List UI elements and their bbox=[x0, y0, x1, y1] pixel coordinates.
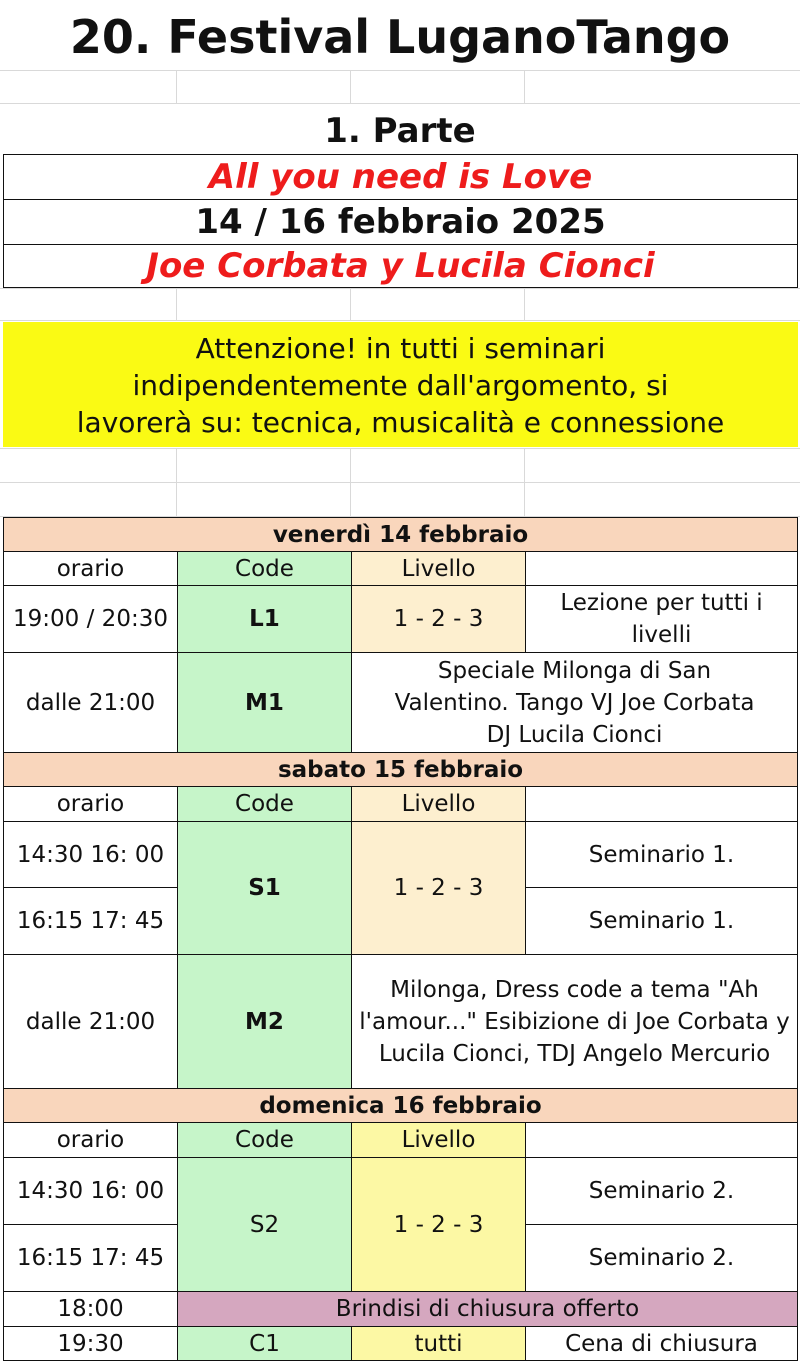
notice-box bbox=[3, 322, 798, 447]
header-code: Code bbox=[177, 786, 352, 822]
day-heading-friday: venerdì 14 febbraio bbox=[3, 517, 798, 552]
saturday-time-2: 16:15 17: 45 bbox=[3, 887, 178, 955]
saturday-level: 1 - 2 - 3 bbox=[351, 821, 526, 955]
sunday-desc-1: Seminario 2. bbox=[525, 1157, 798, 1225]
festival-motto: All you need is Love bbox=[3, 154, 798, 200]
notice-line-2: indipendentemente dall'argomento, si bbox=[132, 369, 669, 402]
sunday-desc-3: Brindisi di chiusura offerto bbox=[177, 1291, 798, 1327]
friday-time-1: 19:00 / 20:30 bbox=[3, 585, 178, 653]
header-code: Code bbox=[177, 1122, 352, 1158]
header-desc bbox=[525, 786, 798, 822]
sunday-time-3: 18:00 bbox=[3, 1291, 178, 1327]
friday-code-1: L1 bbox=[177, 585, 352, 653]
friday-time-2: dalle 21:00 bbox=[3, 652, 178, 753]
header-code: Code bbox=[177, 551, 352, 586]
notice-line-3: lavorerà su: tecnica, musicalità e connessione bbox=[76, 406, 725, 439]
saturday-desc-1: Seminario 1. bbox=[525, 821, 798, 888]
saturday-desc-2: Seminario 1. bbox=[525, 887, 798, 955]
header-level: Livello bbox=[351, 786, 526, 822]
friday-level-1: 1 - 2 - 3 bbox=[351, 585, 526, 653]
sunday-level-4: tutti bbox=[351, 1326, 526, 1361]
friday-desc-1: Lezione per tutti i livelli bbox=[525, 585, 798, 653]
saturday-time-1: 14:30 16: 00 bbox=[3, 821, 178, 888]
day-heading-sunday: domenica 16 febbraio bbox=[3, 1088, 798, 1123]
header-desc bbox=[525, 551, 798, 586]
part-label: 1. Parte bbox=[324, 111, 476, 151]
sunday-time-4: 19:30 bbox=[3, 1326, 178, 1361]
sunday-code: S2 bbox=[177, 1157, 352, 1292]
header-desc bbox=[525, 1122, 798, 1158]
saturday-time-3: dalle 21:00 bbox=[3, 954, 178, 1089]
sunday-time-2: 16:15 17: 45 bbox=[3, 1224, 178, 1292]
header-time: orario bbox=[3, 551, 178, 586]
sunday-time-1: 14:30 16: 00 bbox=[3, 1157, 178, 1225]
day-heading-saturday: sabato 15 febbraio bbox=[3, 752, 798, 787]
saturday-code: S1 bbox=[177, 821, 352, 955]
header-level: Livello bbox=[351, 551, 526, 586]
notice-line-1: Attenzione! in tutti i seminari bbox=[195, 332, 606, 365]
header-time: orario bbox=[3, 1122, 178, 1158]
sunday-desc-2: Seminario 2. bbox=[525, 1224, 798, 1292]
header-level: Livello bbox=[351, 1122, 526, 1158]
festival-dates: 14 / 16 febbraio 2025 bbox=[3, 200, 798, 244]
festival-title: 20. Festival LuganoTango bbox=[69, 10, 731, 64]
sunday-level: 1 - 2 - 3 bbox=[351, 1157, 526, 1292]
saturday-desc-3: Milonga, Dress code a tema "Ah l'amour..." Esibizione di Joe Corbata y Lucila Cionci, TDJ Angelo Mercurio bbox=[351, 954, 798, 1089]
friday-desc-2: Speciale Milonga di San Valentino. Tango VJ Joe Corbata DJ Lucila Cionci bbox=[351, 652, 798, 753]
friday-code-2: M1 bbox=[177, 652, 352, 753]
header-time: orario bbox=[3, 786, 178, 822]
sunday-code-4: C1 bbox=[177, 1326, 352, 1361]
festival-artists: Joe Corbata y Lucila Cionci bbox=[3, 244, 798, 288]
sunday-desc-4: Cena di chiusura bbox=[525, 1326, 798, 1361]
saturday-code-3: M2 bbox=[177, 954, 352, 1089]
